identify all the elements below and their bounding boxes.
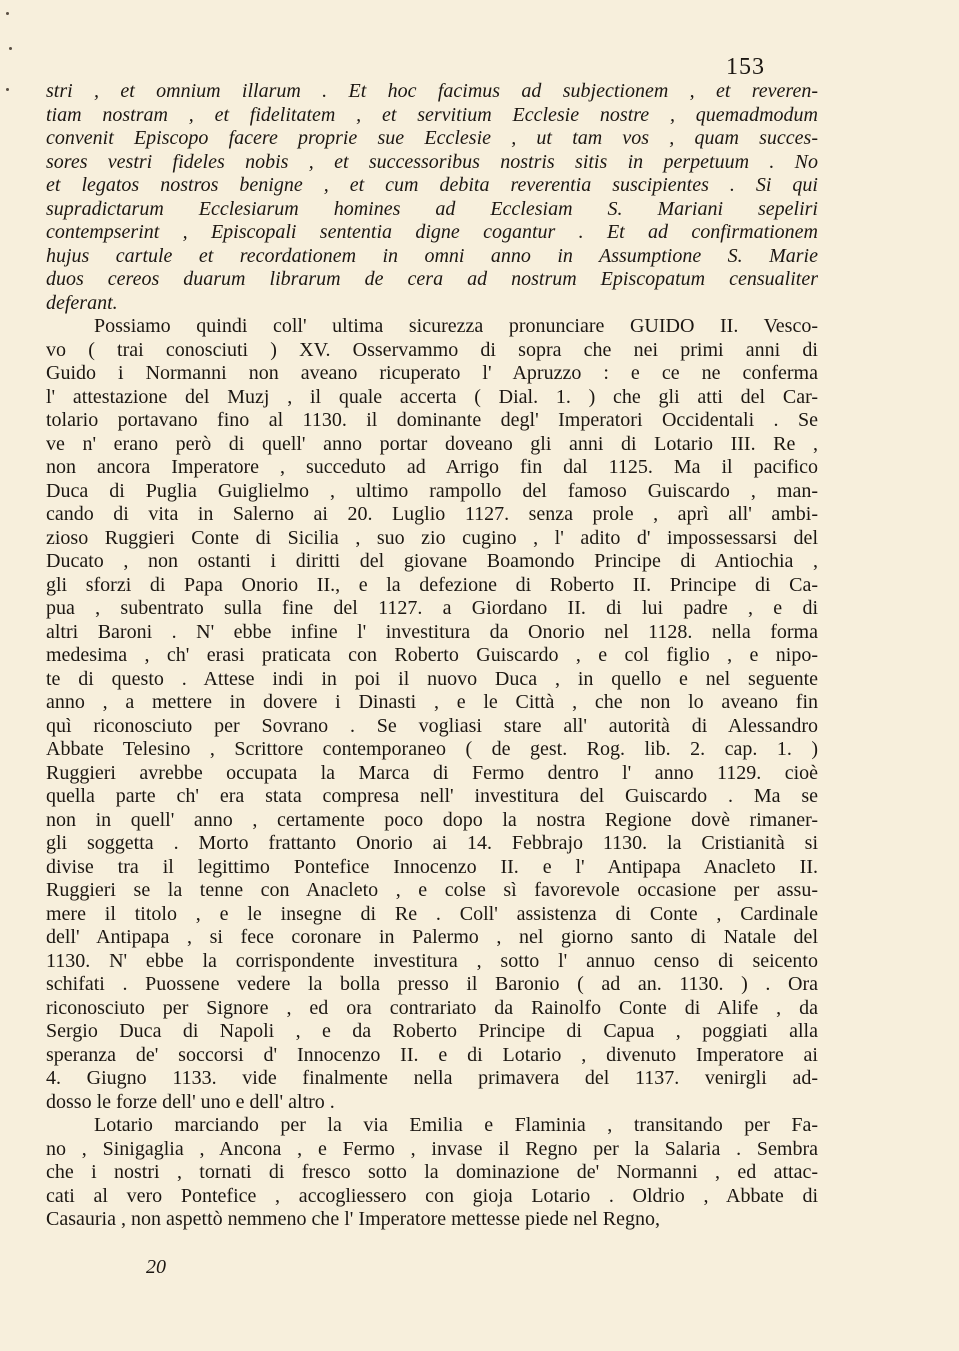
text-line: et legatos nostros benigne , et cum debita reverentia suscipientes . Si qui	[46, 174, 818, 196]
text-line: sores vestri fideles nobis , et successoribus nostris sitis in perpetuum . No	[46, 150, 818, 173]
text-line: speranza de' soccorsi d' Innocenzo II. e di Lotario , divenuto Imperatore ai	[46, 1043, 818, 1066]
text-line: te di questo . Attese indi in poi il nuovo Duca , in quello e nel seguente	[46, 667, 818, 690]
text-line: cando di vita in Salerno ai 20. Luglio 1127. senza prole , aprì all' ambi-	[46, 503, 818, 525]
text-line: Possiamo quindi coll' ultima sicurezza pronunciare GUIDO II. Vesco-	[94, 315, 818, 337]
text-line: quella parte ch' era stata compresa nell' investitura del Guiscardo . Ma se	[46, 785, 818, 807]
text-line: Ducato , non ostanti i diritti del giovane Boamondo Principe di Antiochia ,	[46, 550, 818, 572]
text-line: duos cereos duarum librarum de cera ad nostrum Episcopatum censualiter	[46, 268, 818, 290]
text-line: Abbate Telesino , Scrittore contemporaneo ( de gest. Rog. lib. 2. cap. 1. )	[46, 738, 818, 760]
text-line: divise tra il legittimo Pontefice Innocenzo II. e l' Antipapa Anacleto II.	[46, 855, 818, 878]
text-line: hujus cartule et recordationem in omni anno in Assumptione S. Marie	[46, 244, 818, 267]
text-line: zioso Ruggieri Conte di Sicilia , suo zio cugino , l' adito d' impossessarsi del	[46, 526, 818, 549]
text-line: contempserint , Episcopali sententia digne cogantur . Et ad confirmationem	[46, 221, 818, 243]
page-speck	[9, 47, 12, 50]
text-line: non ancora Imperatore , succeduto ad Arrigo fin dal 1125. Ma il pacifico	[46, 456, 818, 478]
text-line: non in quell' anno , certamente poco dopo la nostra Regione dovè rimaner-	[46, 808, 818, 831]
text-line: Guido i Normanni non aveano ricuperato l' Apruzzo : e ce ne conferma	[46, 362, 818, 384]
text-line: medesima , ch' erasi praticata con Roberto Guiscardo , e col figlio , e nipo-	[46, 644, 818, 666]
text-line: dosso le forze dell' uno e dell' altro .	[46, 1090, 335, 1113]
text-line: ve n' erano però di quell' anno portar doveano gli anni di Lotario III. Re ,	[46, 432, 818, 455]
paragraph	[46, 80, 818, 315]
text-line: altri Baroni . N' ebbe infine l' investitura da Onorio nel 1128. nella forma	[46, 620, 818, 643]
signature-mark: 20	[146, 1256, 166, 1278]
text-line: 4. Giugno 1133. vide finalmente nella primavera del 1137. venirgli ad-	[46, 1067, 818, 1089]
text-line: quì riconosciuto per Sovrano . Se vogliasi stare all' autorità di Alessandro	[46, 714, 818, 737]
text-line: Duca di Puglia Guiglielmo , ultimo rampollo del famoso Guiscardo , man-	[46, 479, 818, 502]
page-number: 153	[726, 54, 765, 80]
text-line: anno , a mettere in dovere i Dinasti , e le Città , che non lo aveano fin	[46, 691, 818, 713]
text-line: 1130. N' ebbe la corrispondente investitura , sotto l' annuo censo di seicento	[46, 949, 818, 972]
text-line: gli sforzi di Papa Onorio II., e la defezione di Roberto II. Principe di Ca-	[46, 573, 818, 596]
text-line: tolario portavano fino al 1130. il dominante degl' Imperatori Occidentali . Se	[46, 409, 818, 431]
paragraph	[46, 1114, 818, 1232]
text-line: che i nostri , tornati di fresco sotto la dominazione de' Normanni , ed attac-	[46, 1161, 818, 1183]
text-line: convenit Episcopo facere proprie sue Ecclesie , ut tam vos , quam succes-	[46, 127, 818, 149]
text-line: deferant.	[46, 291, 118, 314]
text-line: gli soggetta . Morto frattanto Onorio ai 14. Febbrajo 1130. la Cristianità si	[46, 832, 818, 854]
text-line: mere il titolo , e le insegne di Re . Coll' assistenza di Conte , Cardinale	[46, 902, 818, 925]
page-speck	[6, 88, 9, 91]
text-line: dell' Antipapa , si fece coronare in Palermo , nel giorno santo di Natale del	[46, 926, 818, 948]
page-speck	[6, 12, 9, 15]
body-text	[46, 80, 818, 1232]
text-line: tiam nostram , et fidelitatem , et servitium Ecclesie nostre , quemadmodum	[46, 103, 818, 126]
text-line: vo ( trai conosciuti ) XV. Osservammo di sopra che nei primi anni di	[46, 338, 818, 361]
text-line: Sergio Duca di Napoli , e da Roberto Principe di Capua , poggiati alla	[46, 1020, 818, 1042]
text-line: l' attestazione del Muzj , il quale accerta ( Dial. 1. ) che gli atti del Car-	[46, 385, 818, 408]
text-line: riconosciuto per Signore , ed ora contrariato da Rainolfo Conte di Alife , da	[46, 996, 818, 1019]
text-line: schifati . Puossene vedere la bolla presso il Baronio ( ad an. 1130. ) . Ora	[46, 973, 818, 995]
text-line: cati al vero Pontefice , accogliessero con gioja Lotario . Oldrio , Abbate di	[46, 1184, 818, 1207]
text-line: no , Sinigaglia , Ancona , e Fermo , invase il Regno per la Salaria . Sembra	[46, 1137, 818, 1160]
text-line: stri , et omnium illarum . Et hoc facimus ad subjectionem , et reveren-	[46, 80, 818, 102]
text-line: pua , subentrato sulla fine del 1127. a Giordano II. di lui padre , e di	[46, 597, 818, 619]
text-line: Ruggieri se la tenne con Anacleto , e colse sì favorevole occasione per assu-	[46, 879, 818, 901]
paragraph	[46, 315, 818, 1114]
text-line: Ruggieri avrebbe occupata la Marca di Fermo dentro l' anno 1129. cioè	[46, 761, 818, 784]
text-line: Lotario marciando per la via Emilia e Flaminia , transitando per Fa-	[94, 1114, 818, 1136]
text-line: supradictarum Ecclesiarum homines ad Ecclesiam S. Mariani sepeliri	[46, 197, 818, 220]
text-line: Casauria , non aspettò nemmeno che l' Imperatore mettesse piede nel Regno,	[46, 1208, 660, 1230]
